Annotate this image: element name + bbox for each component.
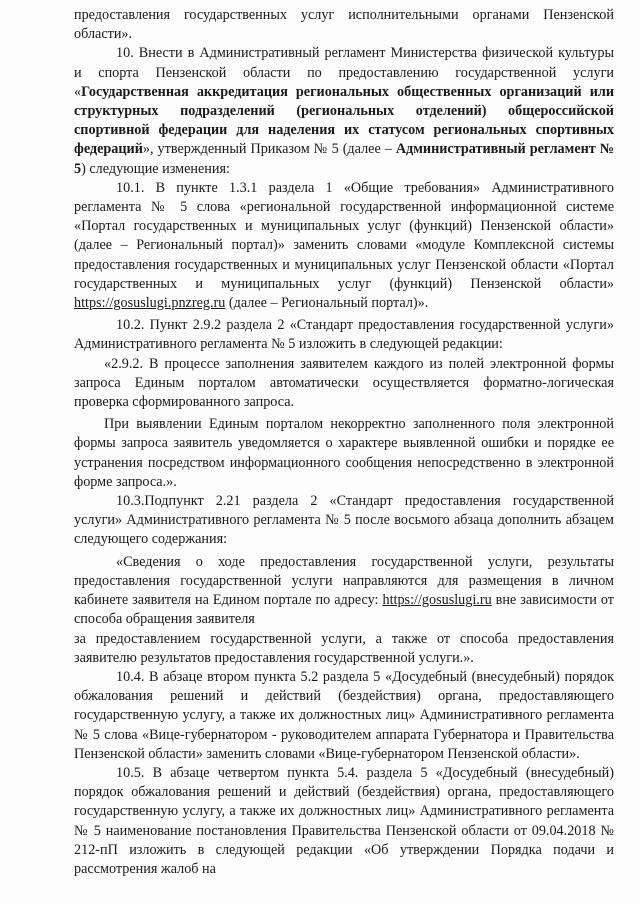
paragraph-item-10-4: 10.4. В абзаце втором пункта 5.2 раздела 5 «Досудебный (внесудебный) порядок обжалования решений и действий (бездействия) органа, предоставляющего государственную услугу, а также их должностных лиц» Административного регламента № 5 слова «Вице-губернатором - руководителем аппарата Губернатора и Правительства Пензенской области» заменить словами «Вице-губернатором Пензенской области». <box>74 668 614 762</box>
paragraph-item-10-2: 10.2. Пункт 2.9.2 раздела 2 «Стандарт предоставления государственной услуги» Административного регламента № 5 изложить в следующей редакции: <box>74 317 614 353</box>
paragraph-validation-error: При выявлении Единым порталом некорректно заполненного поля электронной формы запроса заявитель уведомляется о характере выявленной ошибки и порядке ее устранения посредством информационного сообщения непосредственно в электронной форме запроса.». <box>74 416 614 490</box>
paragraph-status-info-cont: за предоставлением государственной услуги, а также от способа предоставления заявителю результатов предоставления государственной услуги.». <box>74 630 614 666</box>
item-10-1-text: 10.1. В пункте 1.3.1 раздела 1 «Общие требования» Административного регламента № 5 слова «региональной государственной информационной системе «Портал государственных и муниципальных услуг (функций) Пензенской области» (далее – Региональный портал)» заменить словами «модуле Комплексной системы предоставления государственных и муниципальных услуг Пензенской области «Портал государственных и муниципальных услуг (функций) Пензенской области» <box>74 179 614 292</box>
paragraph-item-10 <box>74 44 614 178</box>
paragraph-item-10-5: 10.5. В абзаце четвертом пункта 5.4. раздела 5 «Досудебный (внесудебный) порядок обжалования решений и действий (бездействия) органа, предоставляющего государственную услугу, а также их должностных лиц» Административного регламента № 5 наименование постановления Правительства Пензенской области от 09.04.2018 № 212-пП изложить в следующей редакции «Об утверждении Порядка подачи и рассмотрения жалоб на <box>74 764 614 877</box>
status-info-tail: вне зависимости от способа обращения заявителя <box>74 592 614 628</box>
item-10-1-tail: (далее – Региональный портал)». <box>225 295 429 312</box>
unified-portal-link[interactable]: https://gosuslugi.ru <box>382 592 492 609</box>
item-10-bold-short: Административный регламент № 5 <box>74 141 614 177</box>
paragraph-quote-status-info <box>74 553 614 630</box>
item-10-lead: 10. Внести в Административный регламент Министерства физической культуры и спорта Пензенской области по предоставлению государственной услуги « <box>74 45 614 100</box>
item-10-mid: », утвержденный Приказом № 5 (далее – <box>142 141 396 158</box>
item-10-tail: ) следующие изменения: <box>81 160 230 177</box>
paragraph-quote-2-9-2: «2.9.2. В процессе заполнения заявителем каждого из полей электронной формы запроса Единым порталом автоматически осуществляется форматно-логическая проверка сформированного запроса. <box>74 355 614 411</box>
status-info-text: «Сведения о ходе предоставления государственной услуги, результаты предоставления государственной услуги направляются для размещения в личном кабинете заявителя на Едином портале по адресу: <box>74 553 614 609</box>
regional-portal-link[interactable]: https://gosuslugi.pnzreg.ru <box>74 295 226 312</box>
paragraph-continuation: предоставления государственных услуг исполнительными органами Пензенской области». <box>74 7 614 43</box>
item-10-bold-title: Государственная аккредитация региональных общественных организаций или структурных подразделений (региональных отделений) общероссийской спортивной федерации для наделения их статусом региональных спортивных федераций <box>74 83 614 158</box>
paragraph-item-10-1 <box>74 179 614 313</box>
paragraph-item-10-3: 10.3.Подпункт 2.21 раздела 2 «Стандарт предоставления государственной услуги» Административного регламента № 5 после восьмого абзаца дополнить абзацем следующего содержания: <box>74 493 614 548</box>
